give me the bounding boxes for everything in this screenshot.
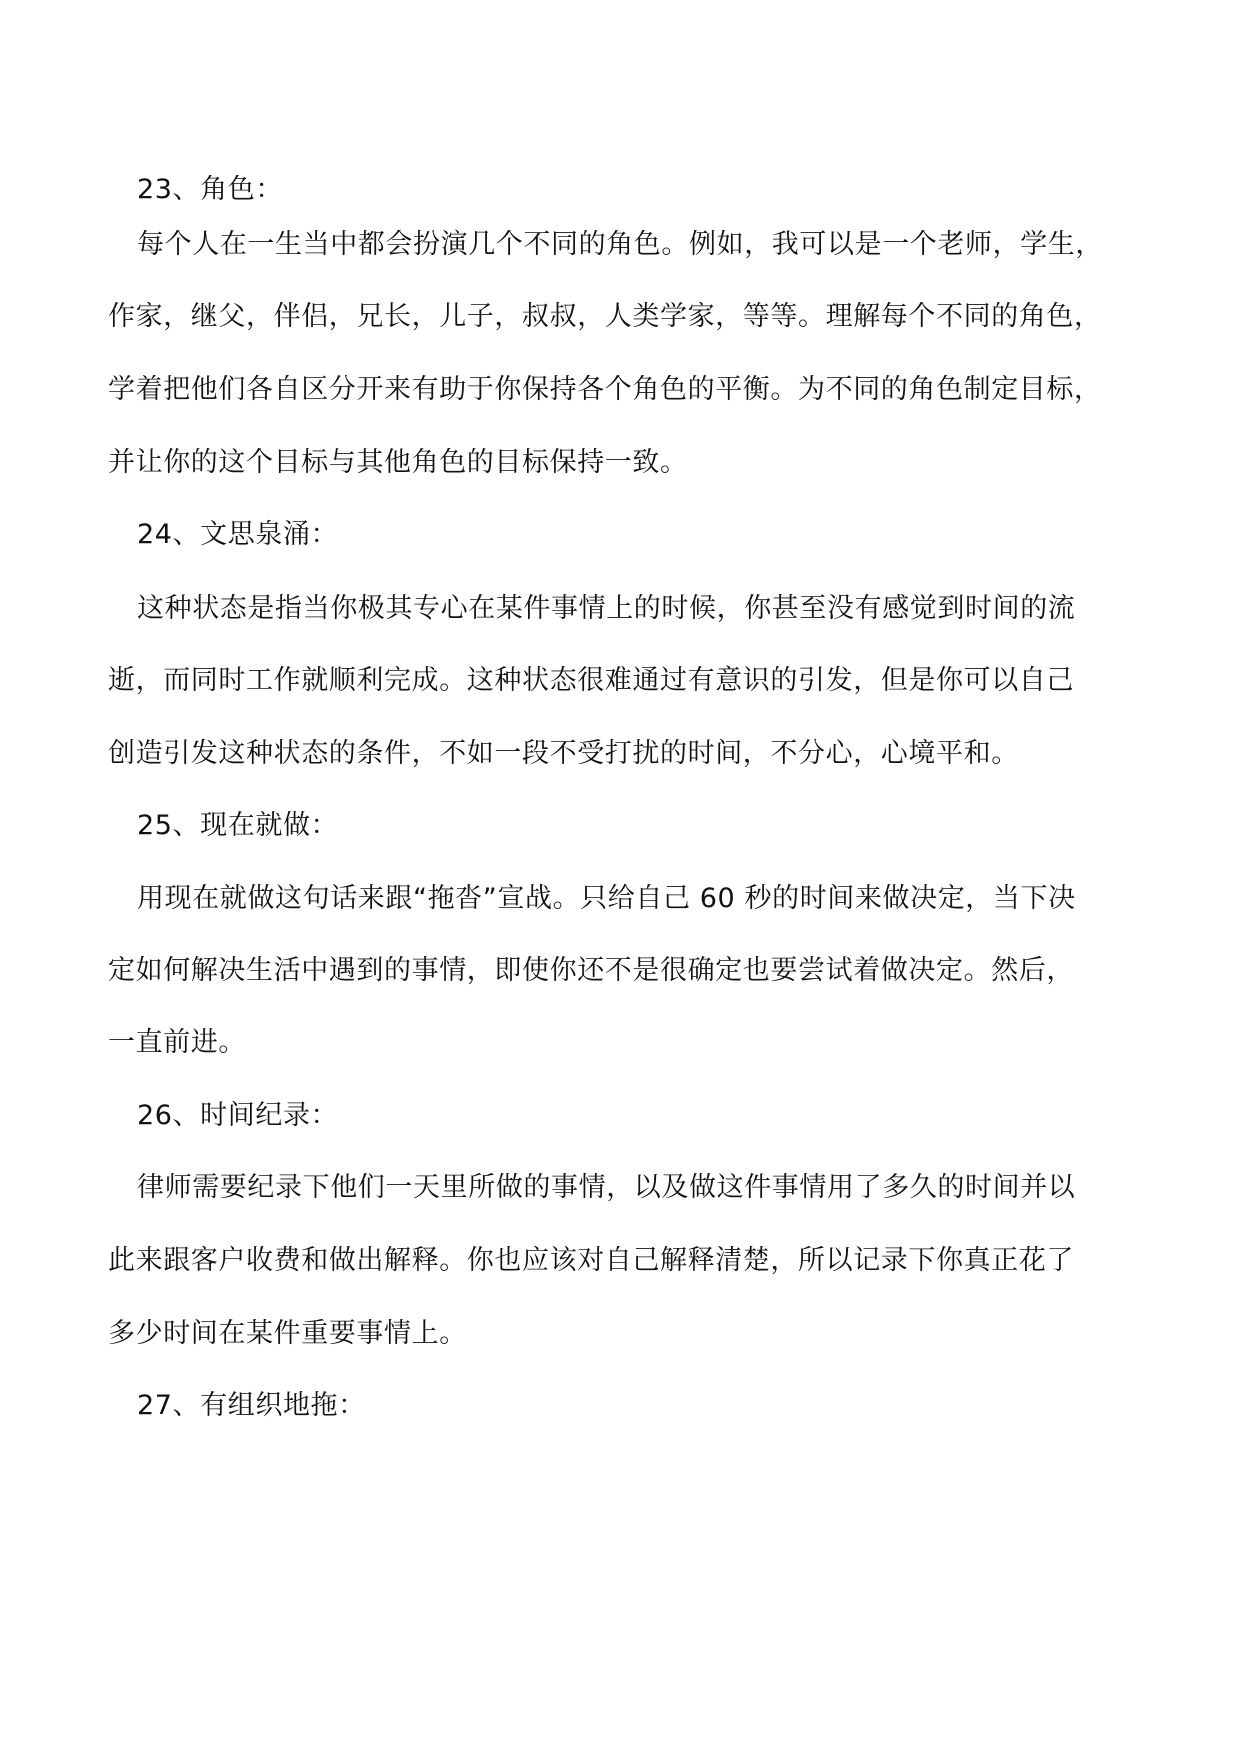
paragraph-line: 用现在就做这句话来跟“拖沓”宣战。只给自己 60 秒的时间来做决定，当下决 (137, 883, 1076, 914)
paragraph-line: 一直前进。 (108, 1027, 246, 1058)
heading-25: 25、现在就做： (137, 810, 339, 841)
paragraph-line: 多少时间在某件重要事情上。 (108, 1318, 467, 1349)
heading-23: 23、角色： (137, 174, 283, 205)
paragraph-line: 创造引发这种状态的条件，不如一段不受打扰的时间，不分心，心境平和。 (108, 738, 1019, 769)
paragraph-line: 此来跟客户收费和做出解释。你也应该对自己解释清楚，所以记录下你真正花了 (108, 1245, 1074, 1276)
paragraph-line: 逝，而同时工作就顺利完成。这种状态很难通过有意识的引发，但是你可以自己 (108, 665, 1074, 696)
paragraph-line: 每个人在一生当中都会扮演几个不同的角色。例如，我可以是一个老师，学生， (137, 229, 1103, 260)
paragraph-line: 作家，继父，伴侣，兄长，儿子，叔叔，人类学家，等等。理解每个不同的角色， (108, 301, 1102, 332)
heading-27: 27、有组织地拖： (137, 1390, 366, 1421)
paragraph-line: 这种状态是指当你极其专心在某件事情上的时候，你甚至没有感觉到时间的流 (137, 593, 1076, 624)
paragraph-line: 律师需要纪录下他们一天里所做的事情，以及做这件事情用了多久的时间并以 (137, 1172, 1076, 1203)
paragraph-line: 并让你的这个目标与其他角色的目标保持一致。 (108, 447, 688, 478)
heading-24: 24、文思泉涌： (137, 519, 339, 550)
heading-26: 26、时间纪录： (137, 1100, 339, 1131)
paragraph-line: 学着把他们各自区分开来有助于你保持各个角色的平衡。为不同的角色制定目标， (108, 374, 1102, 405)
paragraph-line: 定如何解决生活中遇到的事情，即使你还不是很确定也要尝试着做决定。然后， (108, 955, 1074, 986)
